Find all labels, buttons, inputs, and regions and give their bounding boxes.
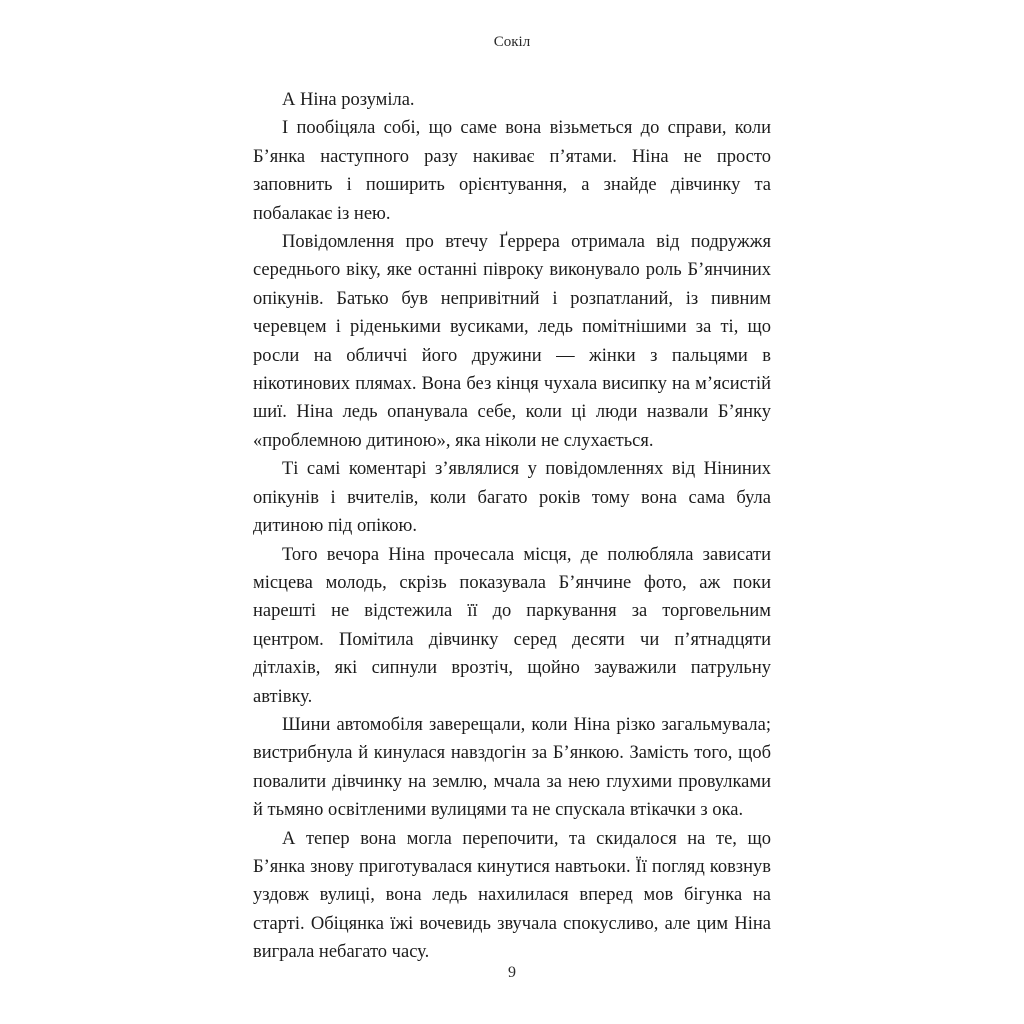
paragraph: А тепер вона могла перепочити, та скидалося на те, що Б’янка знову приготувалася кинутися навтьоки. Її погляд ковзнув уздовж вулиці, вона ледь нахилилася вперед мов бігунка на старті. Обіцянка їжі вочевидь звучала спокусливо, але цим Ніна виграла небагато часу. [253, 828, 771, 963]
paragraph: Шини автомобіля заверещали, коли Ніна різко загальмувала; вистрибнула й кинулася навздогін за Б’янкою. Замість того, щоб повалити дівчинку на землю, мчала за нею глухими провулками й тьмяно освітленими вулицями та не спускала втікачки з ока. [253, 714, 771, 821]
running-header: Сокіл [493, 34, 531, 50]
text-block [253, 86, 771, 967]
page-number: 9 [508, 964, 516, 981]
paragraph: А Ніна розуміла. [282, 90, 415, 110]
paragraph: Повідомлення про втечу Ґеррера отримала від подружжя середнього віку, яке останні півроку виконувало роль Б’янчиних опікунів. Батько був непривітний і розпатланий, із пивним черевцем і ріденькими вусиками, ледь помітнішими за ті, що росли на обличчі його дружини — жінки з пальцями в нікотинових плямах. Вона без кінця чухала висипку на м’ясистій шиї. Ніна ледь опанувала себе, коли ці люди назвали Б’янку «проблемною дитиною», яка ніколи не слухається. [253, 232, 771, 451]
paragraph: Того вечора Ніна прочесала місця, де полюбляла зависати місцева молодь, скрізь показувала Б’янчине фото, аж поки нарешті не відстежила її до паркування за торговельним центром. Помітила дівчинку серед десяти чи п’ятнадцяти дітлахів, які сипнули врозтіч, щойно зауважили патрульну автівку. [253, 544, 771, 707]
paragraph: І пообіцяла собі, що саме вона візьметься до справи, коли Б’янка наступного разу накиває п’ятами. Ніна не просто заповнить і поширить орієнтування, а знайде дівчинку та побалакає із нею. [253, 118, 771, 224]
paragraph: Ті самі коментарі з’являлися у повідомленнях від Ніниних опікунів і вчителів, коли багато років тому вона сама була дитиною під опікою. [253, 459, 771, 537]
